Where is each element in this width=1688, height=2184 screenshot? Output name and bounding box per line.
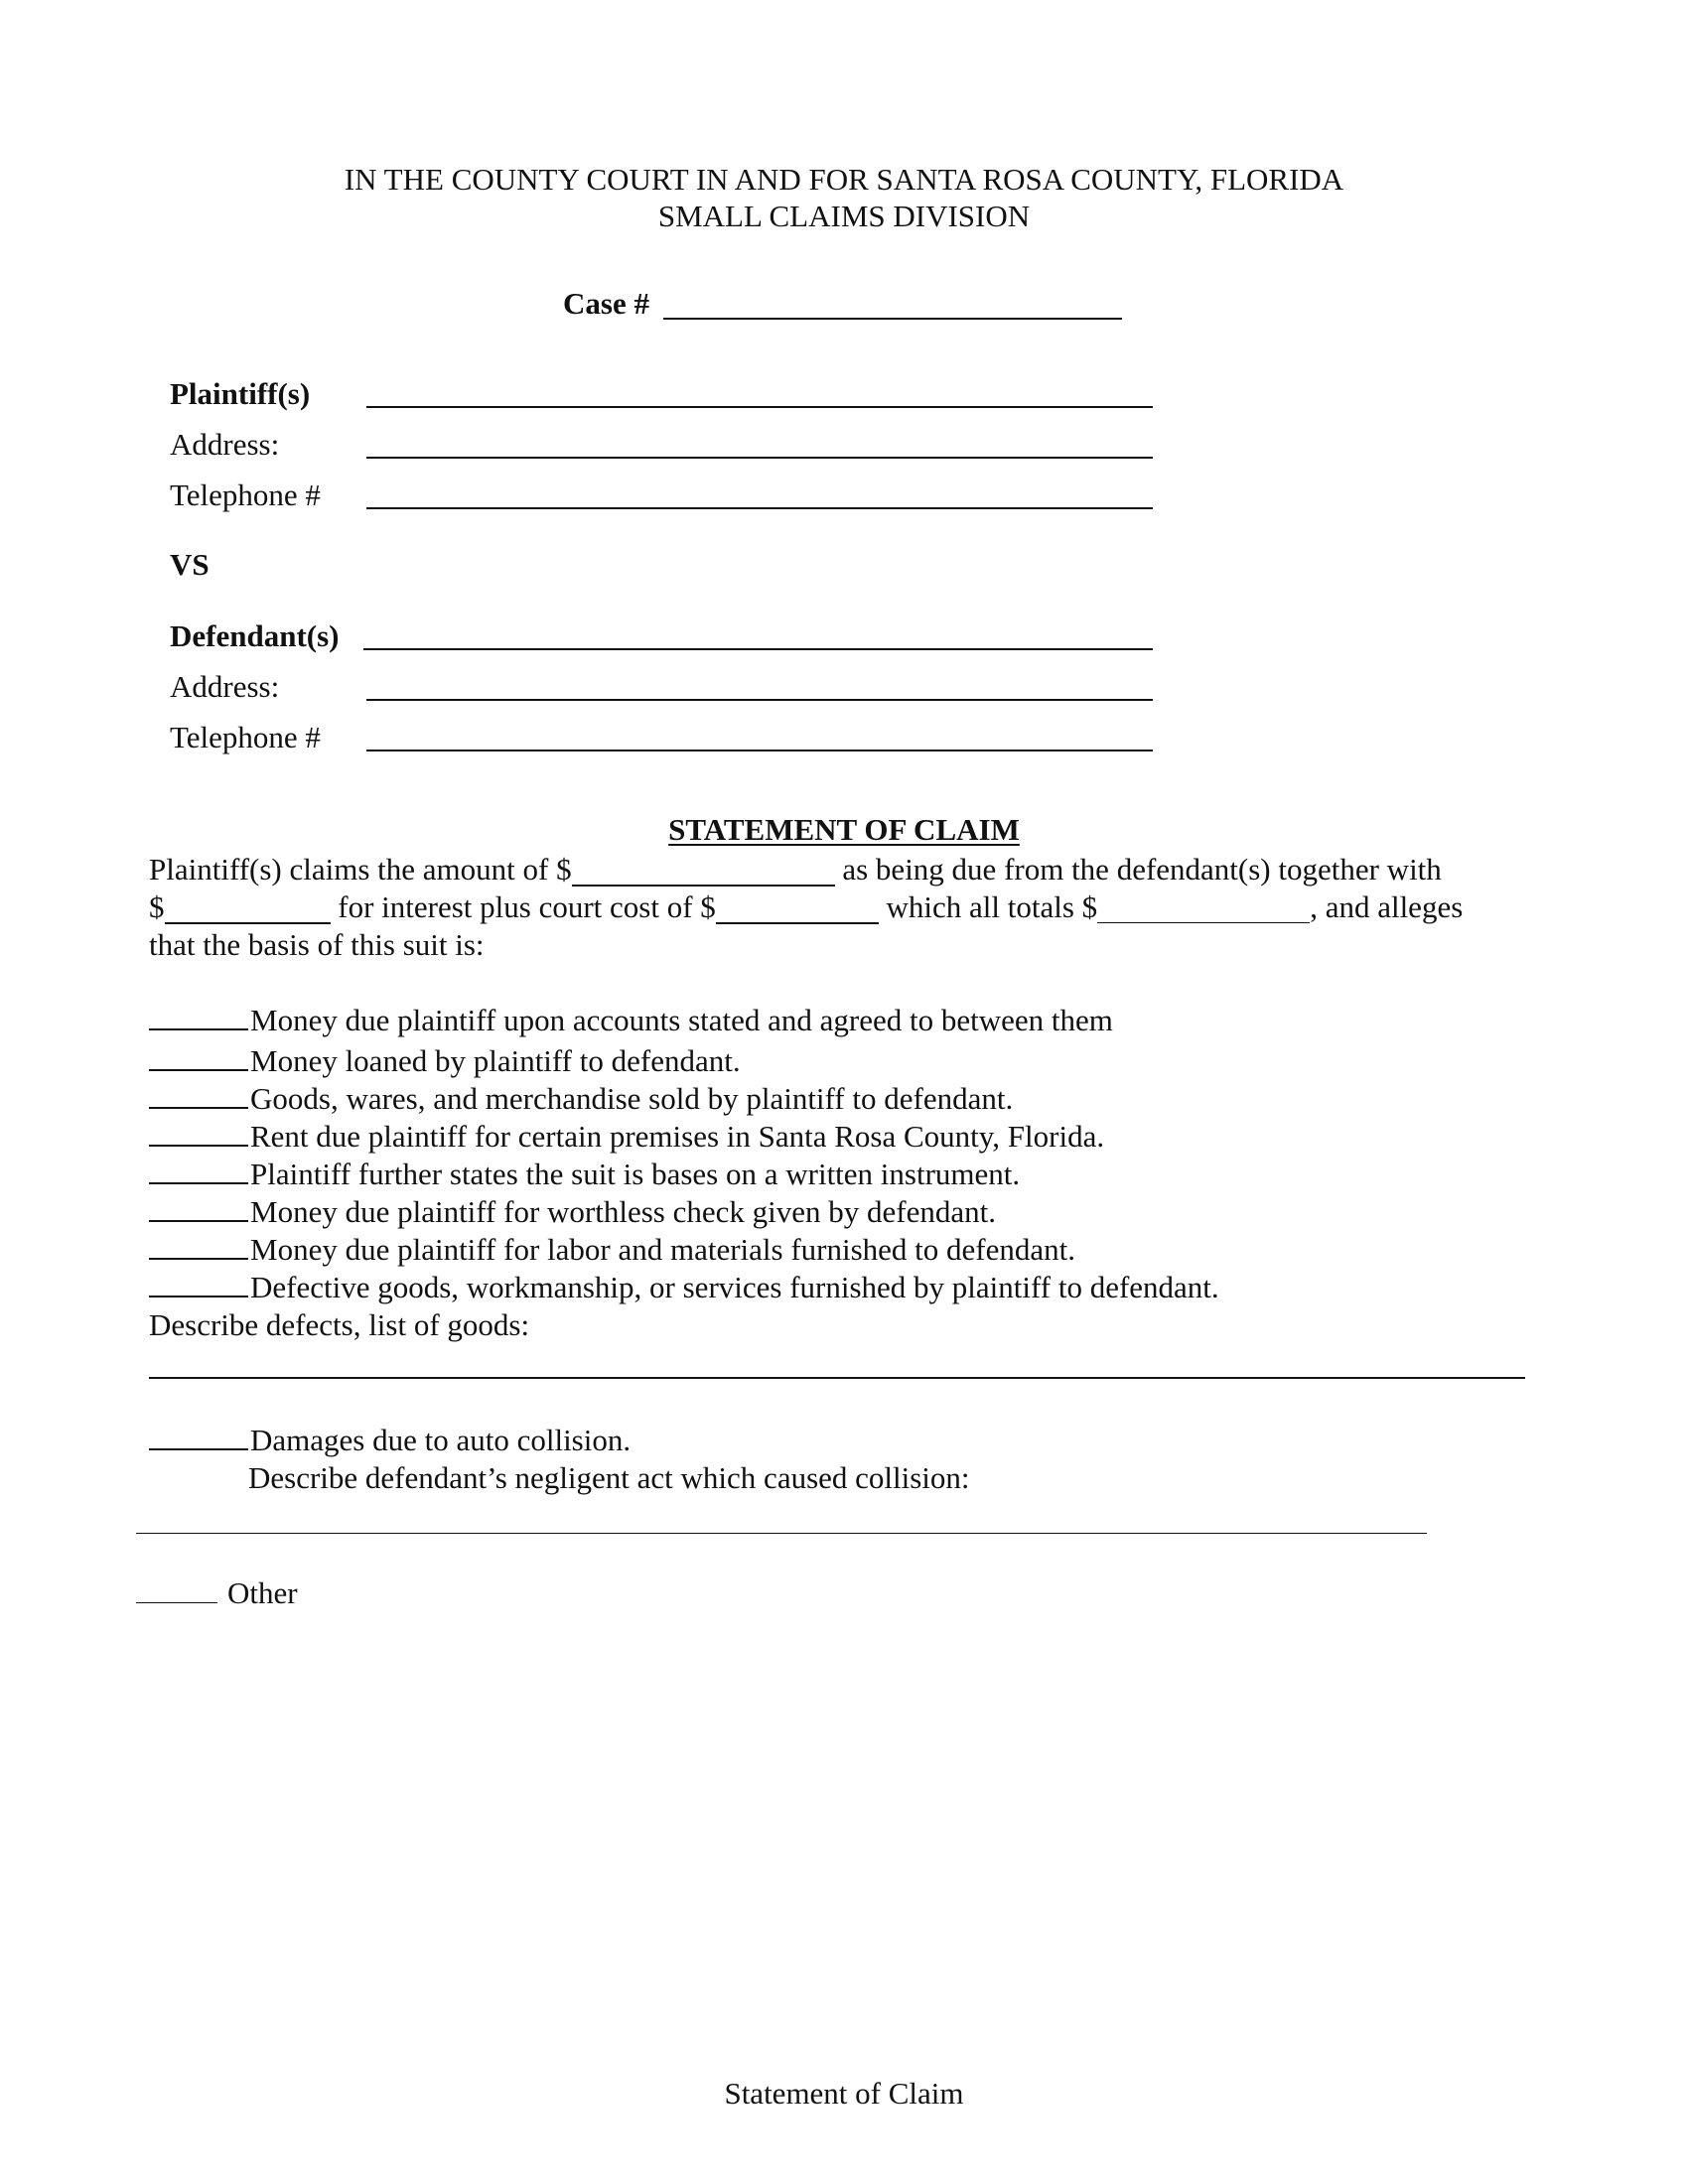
negligent-act-label: Describe defendant’s negligent act which caused collision: [248,1460,970,1495]
claim-basis-blank[interactable] [149,1257,248,1260]
claim-basis-blank[interactable] [149,1181,248,1184]
claim-basis-item: Money due plaintiff for worthless check given by defendant. [149,1196,996,1227]
auto-collision-blank[interactable] [149,1447,248,1450]
claim-basis-blank[interactable] [149,1219,248,1222]
claim-basis-blank[interactable] [149,1106,248,1109]
defendant-label: Defendant(s) [170,618,340,653]
plaintiff-label: Plaintiff(s) [170,376,311,411]
court-heading: IN THE COUNTY COURT IN AND FOR SANTA ROSA COUNTY, FLORIDA [344,162,1344,197]
claim-paragraph-line-1: Plaintiff(s) claims the amount of $ as being due from the defendant(s) together with [149,852,1442,887]
interest-amount-field[interactable] [165,891,331,924]
defendant-name-field[interactable] [363,648,1153,650]
other-blank[interactable] [136,1601,217,1603]
claim-basis-blank[interactable] [149,1027,248,1030]
plaintiff-address-label: Address: [170,427,280,462]
statement-title-text: STATEMENT OF CLAIM [668,812,1020,847]
court-cost-field[interactable] [716,891,879,924]
plaintiff-name-field[interactable] [366,406,1153,408]
negligent-act-field[interactable] [136,1533,1427,1534]
claim-basis-item: Money due plaintiff upon accounts stated and agreed to between them [149,1005,1113,1035]
claim-basis-item: Goods, wares, and merchandise sold by plaintiff to defendant. [149,1083,1013,1114]
claim-paragraph-line-3: that the basis of this suit is: [149,927,485,962]
describe-defects-field[interactable] [149,1377,1525,1379]
plaintiff-phone-field[interactable] [366,507,1153,509]
page-footer: Statement of Claim [724,2076,964,2111]
defendant-phone-field[interactable] [366,750,1153,751]
case-number-field[interactable] [663,318,1122,320]
claim-basis-blank[interactable] [149,1295,248,1297]
defendant-address-label: Address: [170,669,280,704]
claim-amount-field[interactable] [572,854,835,887]
other-item: Other [136,1577,298,1608]
describe-defects-label: Describe defects, list of goods: [149,1307,530,1342]
claim-paragraph-line-2: $ for interest plus court cost of $ which all totals $ , and alleges [149,889,1464,924]
total-amount-field[interactable] [1097,891,1310,923]
defendant-phone-label: Telephone # [170,720,321,754]
auto-collision-item: Damages due to auto collision. [149,1425,631,1455]
division-heading: SMALL CLAIMS DIVISION [657,199,1031,233]
case-number-label: Case # [563,286,649,321]
versus-label: VS [170,547,210,582]
claim-basis-item: Money loaned by plaintiff to defendant. [149,1045,741,1076]
claim-basis-blank[interactable] [149,1068,248,1071]
statement-title [0,814,1688,845]
defendant-address-field[interactable] [366,699,1153,701]
claim-basis-item: Plaintiff further states the suit is bases on a written instrument. [149,1159,1020,1189]
claim-basis-item: Money due plaintiff for labor and materials furnished to defendant. [149,1234,1075,1265]
claim-basis-item: Defective goods, workmanship, or services furnished by plaintiff to defendant. [149,1272,1219,1302]
claim-basis-item: Rent due plaintiff for certain premises in Santa Rosa County, Florida. [149,1121,1104,1152]
claim-basis-blank[interactable] [149,1144,248,1147]
plaintiff-phone-label: Telephone # [170,478,321,512]
plaintiff-address-field[interactable] [366,457,1153,459]
